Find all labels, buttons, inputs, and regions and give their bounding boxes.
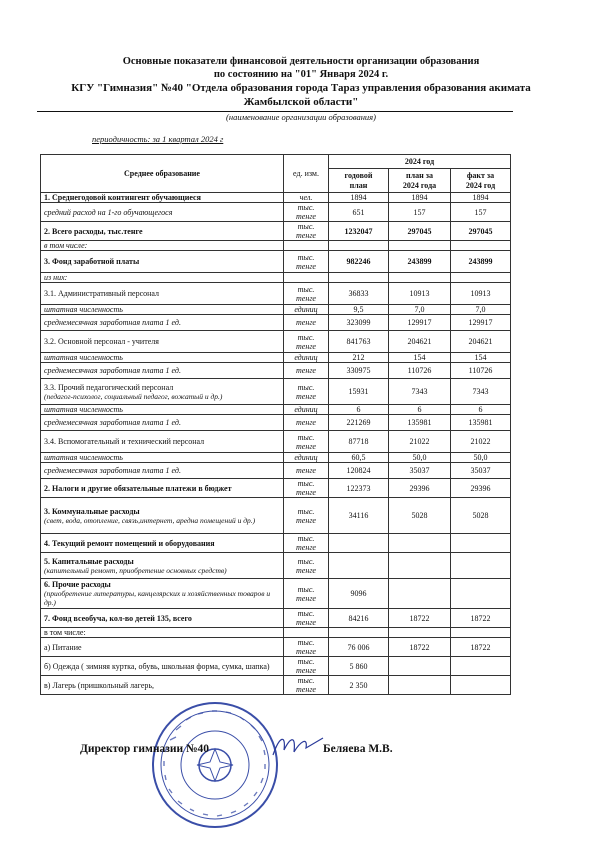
row-name: штатная численность (44, 353, 123, 362)
row-name: в том числе: (44, 241, 88, 250)
col-fact-line1: факт за (466, 170, 495, 180)
table-row (41, 534, 511, 553)
row-name-cell (41, 353, 284, 363)
table-row (41, 363, 511, 379)
row-name-cell (41, 305, 284, 315)
row-name-cell (41, 379, 284, 405)
row-value-v1: 9,5 (329, 305, 389, 315)
row-name-cell (41, 676, 284, 695)
row-name-cell (41, 463, 284, 479)
row-name-cell (41, 273, 284, 283)
row-value-v2: 110726 (389, 363, 451, 379)
row-value-v1: 15931 (329, 379, 389, 405)
row-value-v1: 330975 (329, 363, 389, 379)
table-row (41, 283, 511, 305)
row-value-v3: 297045 (451, 222, 511, 241)
table-row (41, 415, 511, 431)
row-unit: тыс. тенге (284, 283, 329, 305)
row-name: 3.1. Административный персонал (44, 289, 160, 298)
financial-table (40, 154, 511, 695)
row-value-v2: 129917 (389, 315, 451, 331)
table-row (41, 379, 511, 405)
doc-title-line3: КГУ "Гимназия" №40 "Отдела образования города Тараз управления образования акимата (71, 82, 531, 94)
row-name-cell (41, 331, 284, 353)
row-value-v3: 35037 (451, 463, 511, 479)
table-row (41, 463, 511, 479)
row-value-v2: 1894 (389, 193, 451, 203)
row-name-cell (41, 553, 284, 579)
col-fact-line2: 2024 год (465, 180, 496, 190)
row-name-cell (41, 203, 284, 222)
row-value-v1: 36833 (329, 283, 389, 305)
row-unit: единиц (284, 353, 329, 363)
row-value-v3: 135981 (451, 415, 511, 431)
row-name: б) Одежда ( зимняя куртка, обувь, школьная форма, сумка, шапка) (44, 661, 270, 671)
row-value-v2 (389, 628, 451, 638)
row-value-v2: 135981 (389, 415, 451, 431)
row-value-v1 (329, 241, 389, 251)
row-name-cell (41, 628, 284, 638)
table-row (41, 657, 511, 676)
table-row (41, 579, 511, 609)
handwritten-signature (268, 730, 328, 760)
row-value-v2 (389, 553, 451, 579)
row-name: 3. Фонд заработной платы (44, 257, 140, 266)
row-name: 3.4. Вспомогательный и технический персонал (44, 437, 205, 446)
row-name: в том числе: (44, 628, 86, 637)
row-value-v3 (451, 534, 511, 553)
row-name-cell (41, 222, 284, 241)
col-plan-year-header (329, 169, 389, 193)
row-value-v2 (389, 676, 451, 695)
row-name-cell (41, 363, 284, 379)
row-name: 6. Прочие расходы (44, 580, 111, 589)
row-unit: тенге (284, 415, 329, 431)
row-value-v1: 212 (329, 353, 389, 363)
row-name-cell (41, 193, 284, 203)
col-plan-line1: план за (406, 170, 433, 180)
row-name-cell (41, 415, 284, 431)
row-value-v3: 7,0 (451, 305, 511, 315)
row-name-cell (41, 579, 284, 609)
row-value-v2: 7,0 (389, 305, 451, 315)
row-value-v3: 18722 (451, 638, 511, 657)
row-value-v3: 6 (451, 405, 511, 415)
row-value-v3: 110726 (451, 363, 511, 379)
row-value-v3 (451, 628, 511, 638)
row-unit: тыс. тенге (284, 579, 329, 609)
table-row (41, 638, 511, 657)
row-name-cell (41, 405, 284, 415)
row-name: 1. Среднегодовой контингент обучающиеся (44, 193, 201, 202)
row-unit: тыс. тенге (284, 222, 329, 241)
row-value-v2: 7343 (389, 379, 451, 405)
table-row (41, 609, 511, 628)
row-value-v1: 120824 (329, 463, 389, 479)
row-value-v3: 7343 (451, 379, 511, 405)
row-value-v1: 87718 (329, 431, 389, 453)
row-unit: единиц (284, 453, 329, 463)
row-value-v2: 10913 (389, 283, 451, 305)
col-year-header: 2024 год (329, 155, 511, 169)
table-row (41, 431, 511, 453)
row-name: среднемесячная заработная плата 1 ед. (44, 318, 181, 327)
director-label: Директор гимназии №40 (80, 743, 210, 755)
row-value-v1: 5 860 (329, 657, 389, 676)
row-note: (свет, вода, отопление, связь,интернет, аредна помещений и др.) (44, 515, 256, 525)
row-value-v2 (389, 579, 451, 609)
row-unit: тыс. тенге (284, 431, 329, 453)
row-value-v2: 35037 (389, 463, 451, 479)
doc-title-line4: Жамбылской области" (243, 96, 359, 108)
row-unit: тенге (284, 463, 329, 479)
row-unit: тыс. тенге (284, 479, 329, 498)
row-value-v2: 5028 (389, 498, 451, 534)
row-value-v3 (451, 657, 511, 676)
row-value-v2 (389, 657, 451, 676)
row-value-v3: 10913 (451, 283, 511, 305)
row-name: штатная численность (44, 405, 123, 414)
row-value-v3: 157 (451, 203, 511, 222)
table-row (41, 676, 511, 695)
doc-title-line1: Основные показатели финансовой деятельности организации образования (122, 56, 480, 67)
row-value-v2: 29396 (389, 479, 451, 498)
table-row (41, 193, 511, 203)
row-unit: тыс. тенге (284, 657, 329, 676)
row-name: среднемесячная заработная плата 1 ед. (44, 418, 181, 427)
col-plan-header (389, 169, 451, 193)
row-name-cell (41, 498, 284, 534)
col-plan-line2: 2024 года (402, 180, 437, 190)
row-name-cell (41, 283, 284, 305)
row-name: в) Лагерь (пришкольный лагерь, (44, 680, 155, 690)
row-name: из них: (44, 273, 68, 282)
row-name-cell (41, 479, 284, 498)
row-value-v1: 60,5 (329, 453, 389, 463)
row-unit: тыс. тенге (284, 498, 329, 534)
row-name: 3.2. Основной персонал - учителя (44, 337, 159, 346)
row-value-v3: 204621 (451, 331, 511, 353)
row-name: 2. Налоги и другие обязательные платежи в бюджет (44, 483, 232, 493)
row-unit: тыс. тенге (284, 676, 329, 695)
row-value-v1: 1894 (329, 193, 389, 203)
table-row (41, 251, 511, 273)
row-value-v1: 2 350 (329, 676, 389, 695)
row-value-v1: 84216 (329, 609, 389, 628)
col-fact-header (451, 169, 511, 193)
period-label: периодичность: за 1 квартал 2024 г (92, 134, 224, 144)
row-value-v1: 221269 (329, 415, 389, 431)
row-unit (284, 273, 329, 283)
row-value-v2: 204621 (389, 331, 451, 353)
row-value-v2: 154 (389, 353, 451, 363)
row-value-v3 (451, 241, 511, 251)
col-plan-year-line1: годовой (344, 170, 373, 180)
row-name-cell (41, 241, 284, 251)
row-unit: тыс. тенге (284, 379, 329, 405)
row-value-v1: 122373 (329, 479, 389, 498)
row-unit: тыс. тенге (284, 534, 329, 553)
row-name: а) Питание (44, 642, 82, 652)
row-unit: тыс. тенге (284, 553, 329, 579)
row-value-v1: 323099 (329, 315, 389, 331)
doc-subtitle: (наименование организации образования) (226, 112, 376, 122)
row-name-cell (41, 453, 284, 463)
row-name: 7. Фонд всеобуча, кол-во детей 135, всего (44, 613, 192, 623)
row-value-v2: 157 (389, 203, 451, 222)
row-name: 5. Капитальные расходы (44, 556, 134, 566)
row-value-v1: 982246 (329, 251, 389, 273)
row-value-v3 (451, 676, 511, 695)
row-name: 3.3. Прочий педагогический персонал (44, 382, 174, 392)
table-row (41, 315, 511, 331)
row-name-cell (41, 431, 284, 453)
row-value-v1 (329, 534, 389, 553)
row-name: средний расход на 1-го обучающегося (44, 207, 173, 217)
table-row (41, 305, 511, 315)
row-value-v2 (389, 241, 451, 251)
row-value-v2: 18722 (389, 638, 451, 657)
row-name: среднемесячная заработная плата 1 ед. (44, 466, 181, 475)
row-unit (284, 628, 329, 638)
row-name-cell (41, 609, 284, 628)
row-unit: тыс. тенге (284, 609, 329, 628)
table-row (41, 453, 511, 463)
row-value-v3: 129917 (451, 315, 511, 331)
row-value-v3 (451, 273, 511, 283)
table-row (41, 628, 511, 638)
row-name: 4. Текущий ремонт помещений и оборудования (44, 538, 215, 548)
row-value-v1: 9096 (329, 579, 389, 609)
row-value-v3: 243899 (451, 251, 511, 273)
row-value-v1: 651 (329, 203, 389, 222)
row-value-v3: 50,0 (451, 453, 511, 463)
row-unit: единиц (284, 305, 329, 315)
row-name: среднемесячная заработная плата 1 ед. (44, 366, 181, 375)
row-unit: тыс. тенге (284, 203, 329, 222)
row-value-v2 (389, 273, 451, 283)
table-row (41, 273, 511, 283)
row-value-v3 (451, 553, 511, 579)
col-name-header: Среднее образование (41, 155, 284, 193)
row-value-v1 (329, 553, 389, 579)
row-name: штатная численность (44, 453, 123, 462)
row-value-v3: 154 (451, 353, 511, 363)
row-value-v3: 18722 (451, 609, 511, 628)
row-name: 2. Всего расходы, тыс.тенге (44, 226, 143, 236)
row-value-v2: 6 (389, 405, 451, 415)
row-unit (284, 241, 329, 251)
row-value-v1 (329, 273, 389, 283)
col-unit-header: ед. изм. (284, 155, 329, 193)
row-value-v2: 50,0 (389, 453, 451, 463)
row-note: (педагог-психолог, социальный педагог, вожатый и др.) (44, 391, 223, 401)
row-value-v1: 34116 (329, 498, 389, 534)
table-row (41, 405, 511, 415)
row-unit: тенге (284, 315, 329, 331)
table-header-row (41, 155, 511, 169)
row-value-v3: 21022 (451, 431, 511, 453)
director-name: Беляева М.В. (323, 743, 393, 755)
row-unit: единиц (284, 405, 329, 415)
row-name: 3. Коммунальные расходы (44, 506, 140, 516)
row-note: (приобретение литературы, канцелярских и хозяйственных товаров и др.) (44, 589, 271, 607)
row-value-v2: 18722 (389, 609, 451, 628)
row-note: (капительный ремонт, приобретение основных средств) (44, 565, 227, 575)
row-value-v1: 6 (329, 405, 389, 415)
row-name-cell (41, 534, 284, 553)
row-unit: чел. (284, 193, 329, 203)
doc-title-line2: по состоянию на "01" Января 2024 г. (213, 69, 389, 80)
row-value-v1: 841763 (329, 331, 389, 353)
row-value-v1 (329, 628, 389, 638)
official-seal-stamp (150, 700, 280, 830)
row-value-v1: 76 006 (329, 638, 389, 657)
table-row (41, 331, 511, 353)
row-value-v1: 1232047 (329, 222, 389, 241)
row-name-cell (41, 638, 284, 657)
row-value-v3: 29396 (451, 479, 511, 498)
row-unit: тенге (284, 363, 329, 379)
row-value-v3: 5028 (451, 498, 511, 534)
table-row (41, 241, 511, 251)
table-row (41, 498, 511, 534)
row-unit: тыс. тенге (284, 251, 329, 273)
row-name: штатная численность (44, 305, 123, 314)
row-name-cell (41, 315, 284, 331)
row-value-v3: 1894 (451, 193, 511, 203)
row-name-cell (41, 657, 284, 676)
row-value-v2: 243899 (389, 251, 451, 273)
table-row (41, 222, 511, 241)
row-value-v2: 21022 (389, 431, 451, 453)
table-row (41, 203, 511, 222)
row-name-cell (41, 251, 284, 273)
table-row (41, 553, 511, 579)
row-unit: тыс. тенге (284, 638, 329, 657)
table-row (41, 479, 511, 498)
row-value-v2: 297045 (389, 222, 451, 241)
row-value-v2 (389, 534, 451, 553)
table-row (41, 353, 511, 363)
row-value-v3 (451, 579, 511, 609)
row-unit: тыс. тенге (284, 331, 329, 353)
col-plan-year-line2: план (349, 180, 368, 190)
